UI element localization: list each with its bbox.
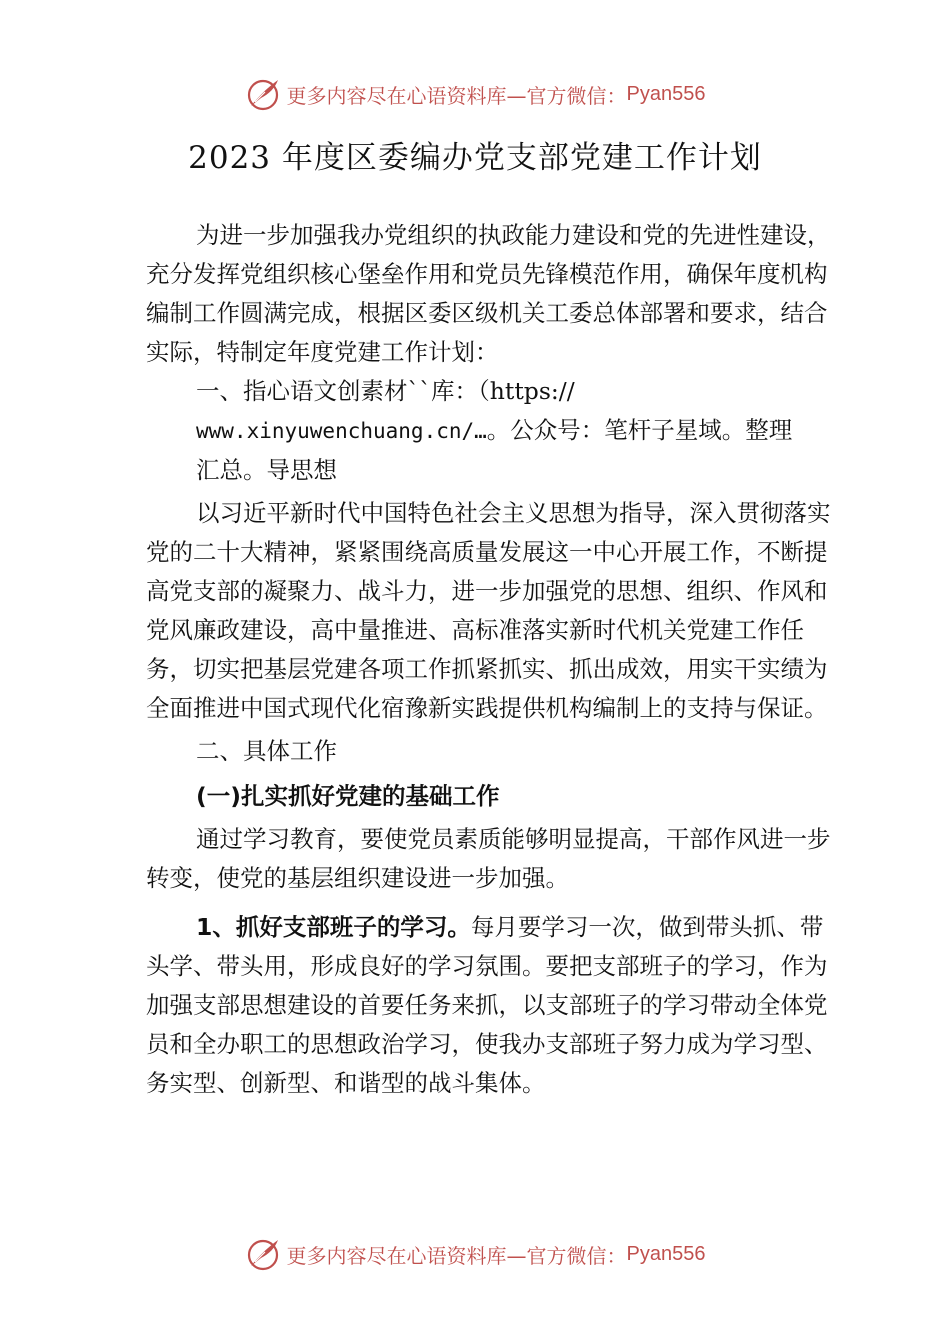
section-1-paragraph: 以习近平新时代中国特色社会主义思想为指导，深入贯彻落实党的二十大精神，紧紧围绕高质量发展这一中心开展工作，不断提高党支部的凝聚力、战斗力，进一步加强党的思想、组织、作风和党风廉政建设，高中量推进、高标准落实新时代机关党建工作任务，切实把基层党建各项工作抓紧抓实、抓出成效，用实干实绩为全面推进中国式现代化宿豫新实践提供机构编制上的支持与保证。: [146, 499, 831, 722]
watermark-text: 更多内容尽在心语资料库—官方微信：: [286, 1243, 627, 1268]
intro-paragraph: 为进一步加强我办党组织的执政能力建设和党的先进性建设，充分发挥党组织核心堡垒作用和党员先锋模范作用，确保年度机构编制工作圆满完成，根据区委区级机关工委总体部署和要求，结合实际，特制定年度党建工作计划：: [146, 221, 831, 366]
watermark-wechat-id: Pyan556: [626, 1242, 706, 1265]
item-1-lead: 1、抓好支部班子的学习。: [196, 913, 471, 941]
header-watermark: [0, 76, 950, 112]
quill-circle-logo-icon: [245, 1236, 281, 1272]
item-1-paragraph: [146, 908, 836, 1103]
subsection-1-paragraph: 通过学习教育，要使党员素质能够明显提高，干部作风进一步转变，使党的基层组织建设进一步加强。: [146, 825, 831, 892]
document-body: [146, 216, 836, 1103]
watermark-wechat-id: Pyan556: [626, 82, 706, 105]
section-1-heading-line-2-rest: 。公众号：笔杆子星域。整理: [486, 416, 793, 444]
section-1-heading-line-1: 一、指心语文创素材``库：（https://: [196, 377, 575, 405]
section-1-heading-line-2: [146, 411, 836, 451]
section-1-heading-line-3: 汇总。导思想: [196, 456, 337, 484]
watermark-text: 更多内容尽在心语资料库—官方微信：: [286, 83, 627, 108]
source-url: www.xinyuwenchuang.cn/…: [196, 419, 487, 443]
footer-watermark: [0, 1236, 950, 1272]
document-title: 2023 年度区委编办党支部党建工作计划: [188, 140, 762, 176]
section-2-heading: 二、具体工作: [196, 737, 337, 765]
item-1-body: 每月要学习一次，做到带头抓、带头学、带头用，形成良好的学习氛围。要把支部班子的学习，作为加强支部思想建设的首要任务来抓，以支部班子的学习带动全体党员和全办职工的思想政治学习，使我办支部班子努力成为学习型、务实型、创新型、和谐型的战斗集体。: [146, 913, 828, 1097]
subsection-1-heading: (一)扎实抓好党建的基础工作: [196, 782, 500, 810]
quill-circle-logo-icon: [245, 76, 281, 112]
